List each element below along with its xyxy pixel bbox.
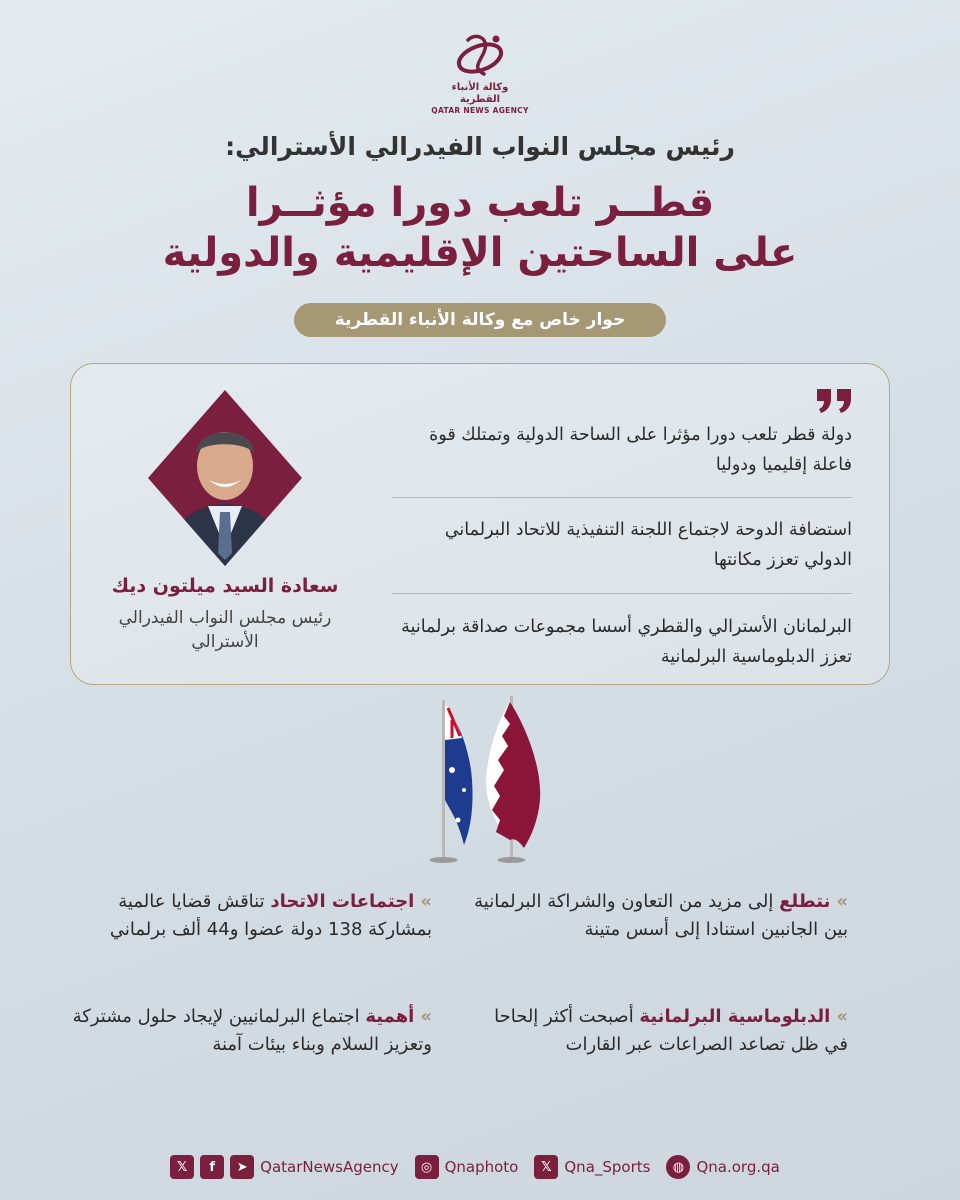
qna-emblem-icon — [450, 30, 510, 82]
bullet-highlight: الدبلوماسية البرلمانية — [639, 1006, 831, 1027]
speaker-role: رئيس مجلس النواب الفيدرالي الأسترالي — [118, 608, 332, 652]
quote-item-1: دولة قطر تلعب دورا مؤثرا على الساحة الدولية وتمتلك قوة فاعلة إقليميا ودوليا — [429, 425, 852, 475]
logo-english-name: QATAR NEWS AGENCY — [431, 106, 529, 115]
x-twitter-icon[interactable]: 𝕏 — [170, 1155, 194, 1179]
bullet-text: اجتماع البرلمانيين لإيجاد حلول مشتركة وتعزيز السلام وبناء بيئات آمنة — [72, 1006, 432, 1055]
headline-title-line1: قطــر تلعب دورا مؤثــرا — [245, 180, 715, 226]
chevron-icon: » — [420, 1006, 432, 1027]
facebook-icon[interactable]: f — [200, 1155, 224, 1179]
telegram-icon[interactable]: ➤ — [230, 1155, 254, 1179]
bullet-4 — [52, 1003, 432, 1059]
bullet-text: تناقش قضايا عالمية بمشاركة 138 دولة عضوا و44 ألف برلماني — [109, 891, 432, 940]
bullet-text: أصبحت أكثر إلحاحا في ظل تصاعد الصراعات عبر القارات — [494, 1006, 848, 1055]
chevron-icon: » — [836, 1006, 848, 1027]
handle-main-link[interactable]: QatarNewsAgency — [260, 1158, 399, 1176]
quote-divider — [392, 593, 852, 594]
website-link[interactable]: Qna.org.qa — [696, 1158, 780, 1176]
logo-arabic-name: وكالة الأنباء القطرية — [451, 82, 509, 105]
bullet-highlight: اجتماعات الاتحاد — [270, 891, 415, 912]
qna-logo — [430, 30, 530, 114]
globe-icon[interactable]: ◍ — [666, 1155, 690, 1179]
bullet-2 — [52, 888, 432, 944]
bullet-1 — [468, 888, 848, 944]
headline-subtitle: رئيس مجلس النواب الفيدرالي الأسترالي: — [225, 132, 735, 161]
headline-title-line2: على الساحتين الإقليمية والدولية — [162, 230, 798, 276]
bullet-highlight: أهمية — [365, 1006, 415, 1027]
quote-item-2: استضافة الدوحة لاجتماع اللجنة التنفيذية للاتحاد البرلماني الدولي تعزز مكانتها — [444, 520, 852, 570]
interview-badge: حوار خاص مع وكالة الأنباء القطرية — [294, 303, 666, 337]
flags-illustration — [400, 690, 560, 870]
instagram-icon[interactable]: ◎ — [415, 1155, 439, 1179]
quote-divider — [392, 497, 852, 498]
bullet-text: إلى مزيد من التعاون والشراكة البرلمانية بين الجانبين استنادا إلى أسس متينة — [474, 891, 848, 940]
x-twitter-icon[interactable]: 𝕏 — [534, 1155, 558, 1179]
quote-item-3: البرلمانان الأسترالي والقطري أسسا مجموعات صداقة برلمانية تعزز الدبلوماسية البرلمانية — [401, 617, 852, 667]
bullet-3 — [468, 1003, 848, 1059]
social-footer — [0, 1152, 960, 1182]
chevron-icon: » — [420, 891, 432, 912]
chevron-icon: » — [836, 891, 848, 912]
bullet-highlight: نتطلع — [779, 891, 831, 912]
handle-photo-link[interactable]: Qnaphoto — [444, 1158, 519, 1176]
quote-mark-icon — [815, 385, 855, 415]
handle-sports-link[interactable]: Qna_Sports — [564, 1158, 651, 1176]
speaker-portrait — [146, 388, 304, 568]
speaker-name: سعادة السيد ميلتون ديك — [111, 575, 339, 597]
